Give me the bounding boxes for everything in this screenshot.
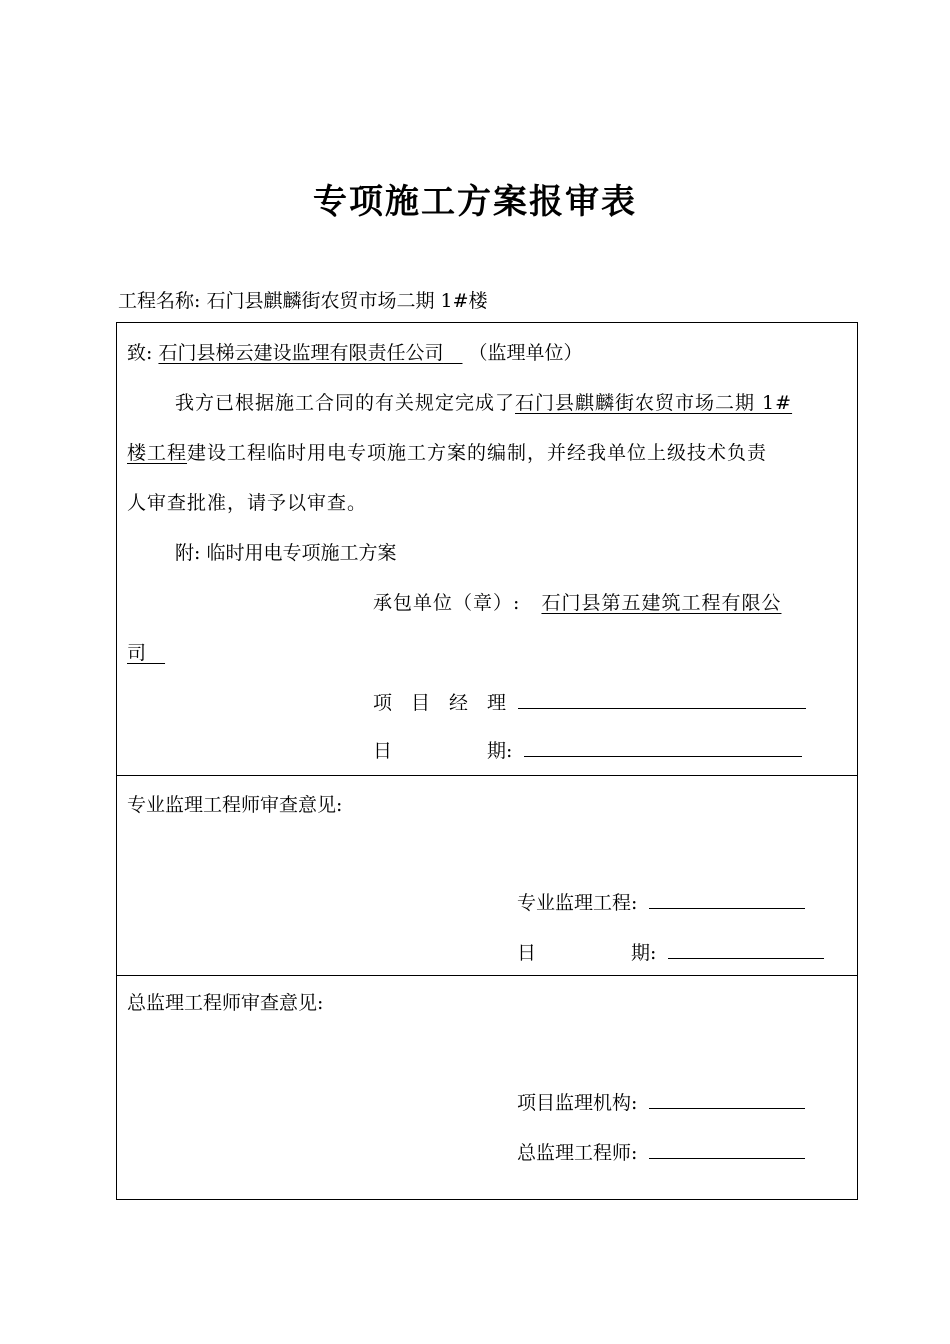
addressee-row	[127, 339, 583, 367]
attachment-line: 附: 临时用电专项施工方案	[175, 542, 397, 564]
specialist-date-row	[517, 939, 824, 967]
specialist-engineer-field[interactable]	[649, 890, 805, 909]
paragraph-project-a: 石门县麒麟街农贸市场二期 1#	[515, 392, 793, 414]
project-name-value: 石门县麒麟街农贸市场二期 1#楼	[206, 290, 488, 312]
chief-engineer-row	[517, 1139, 805, 1167]
submission-date-label: 日 期:	[373, 740, 513, 762]
specialist-review-heading: 专业监理工程师审查意见:	[127, 794, 343, 816]
contractor-value-a: 石门县第五建筑工程有限公	[541, 592, 782, 614]
contractor-row	[373, 589, 781, 617]
chief-review-section	[117, 975, 857, 1199]
supervision-org-label: 项目监理机构:	[517, 1092, 638, 1114]
specialist-date-field[interactable]	[668, 940, 824, 959]
addressee-suffix: （监理单位）	[468, 342, 583, 364]
specialist-engineer-label: 专业监理工程:	[517, 892, 638, 914]
paragraph-line-3: 人审查批准，请予以审查。	[127, 492, 368, 514]
paragraph-line-1	[175, 389, 792, 417]
approval-form	[116, 322, 858, 1200]
submission-date-field[interactable]	[524, 738, 802, 757]
paragraph-project-b: 楼工程	[127, 442, 188, 464]
specialist-date-label: 日 期:	[517, 942, 657, 964]
specialist-review-section	[117, 775, 857, 976]
manager-row	[373, 689, 806, 717]
project-name-row	[118, 287, 488, 315]
paragraph-line-2	[127, 439, 767, 467]
submission-section	[117, 323, 857, 776]
specialist-engineer-row	[517, 889, 805, 917]
paragraph-prefix: 我方已根据施工合同的有关规定完成了	[175, 392, 516, 414]
supervision-org-field[interactable]	[649, 1090, 805, 1109]
chief-engineer-field[interactable]	[649, 1140, 805, 1159]
paragraph-middle: 建设工程临时用电专项施工方案的编制，并经我单位上级技术负责	[187, 442, 768, 464]
chief-review-heading: 总监理工程师审查意见:	[127, 992, 324, 1014]
addressee-label: 致:	[127, 342, 153, 364]
project-name-label: 工程名称:	[118, 290, 201, 312]
chief-engineer-label: 总监理工程师:	[517, 1142, 638, 1164]
page-title: 专项施工方案报审表	[313, 182, 637, 222]
contractor-label: 承包单位（章）:	[373, 592, 521, 614]
submission-date-row	[373, 737, 802, 765]
manager-signature-field[interactable]	[518, 690, 806, 709]
contractor-row-continued	[127, 639, 165, 667]
manager-label: 项 目 经 理	[373, 692, 507, 714]
addressee-value: 石门县梯云建设监理有限责任公司	[158, 342, 444, 364]
contractor-value-b: 司	[127, 642, 147, 664]
supervision-org-row	[517, 1089, 805, 1117]
